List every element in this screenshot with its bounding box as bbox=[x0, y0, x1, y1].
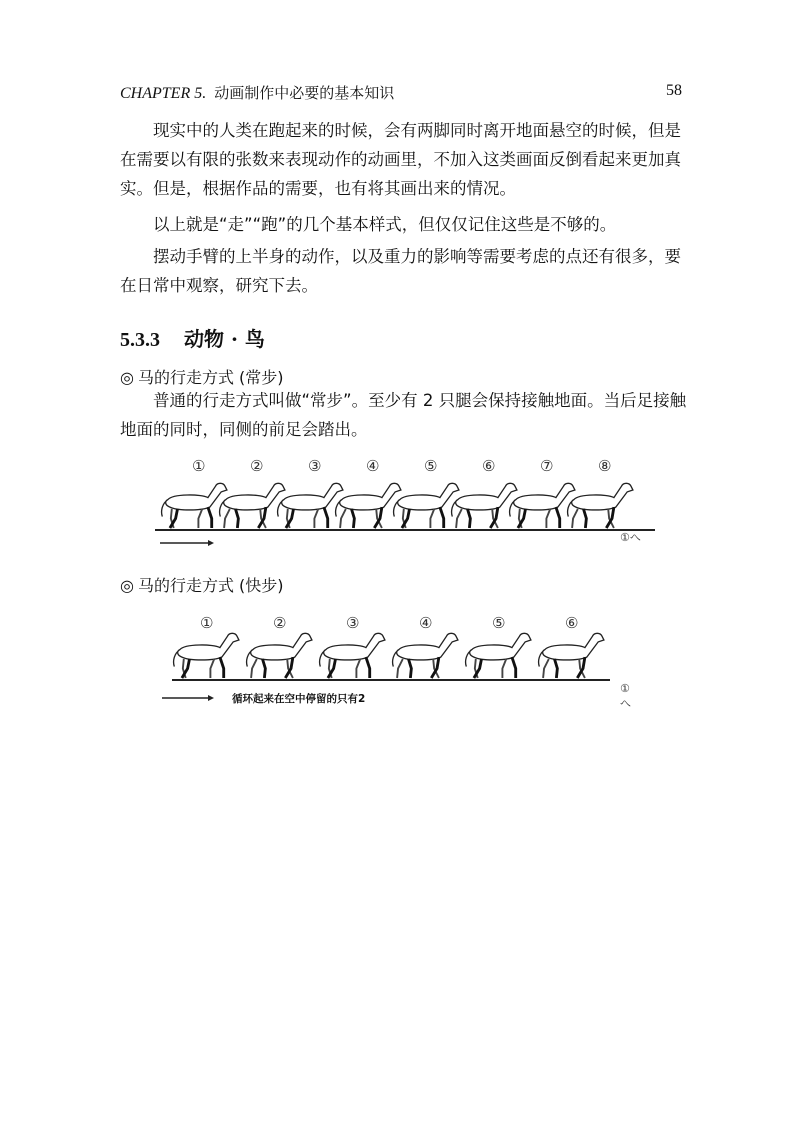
paragraph-observe: 摆动手臂的上半身的动作，以及重力的影响等需要考虑的点还有很多，要在日常中观察，研究下去。 bbox=[120, 247, 681, 295]
frame-number-label: ⑥ bbox=[482, 457, 496, 475]
walk-sequence-drawing bbox=[150, 455, 660, 555]
horse-figure bbox=[220, 483, 285, 528]
horse-figure bbox=[510, 483, 575, 528]
chapter-title: 动画制作中必要的基本知识 bbox=[214, 84, 395, 102]
frame-number-label: ② bbox=[250, 457, 264, 475]
frame-number-label: ④ bbox=[366, 457, 380, 475]
walk-loop-label: ①へ bbox=[620, 531, 641, 544]
frame-number-label: ② bbox=[273, 614, 287, 632]
horse-figure bbox=[394, 483, 459, 528]
frame-number-label: ⑤ bbox=[492, 614, 506, 632]
frame-number-label: ⑤ bbox=[424, 457, 438, 475]
walk-sequence-figure bbox=[150, 455, 660, 555]
double-circle-bullet-icon: ◎ bbox=[120, 368, 134, 387]
frame-number-label: ④ bbox=[419, 614, 433, 632]
direction-arrow-icon bbox=[160, 540, 214, 546]
double-circle-bullet-icon: ◎ bbox=[120, 576, 134, 595]
frame-number-label: ① bbox=[200, 614, 214, 632]
chapter-number: CHAPTER 5. bbox=[120, 85, 207, 102]
walk-heading bbox=[120, 365, 284, 388]
section-heading bbox=[120, 323, 265, 352]
running-header bbox=[120, 82, 682, 106]
paragraph-summary: 以上就是“走”“跑”的几个基本样式，但仅仅记住这些是不够的。 bbox=[153, 215, 617, 234]
horse-figure bbox=[174, 633, 239, 678]
horse-figure bbox=[278, 483, 343, 528]
trot-heading bbox=[120, 573, 284, 596]
walk-description: 普通的行走方式叫做“常步”。至少有 2 只腿会保持接触地面。当后足接触地面的同时，同侧的前足会踏出。 bbox=[120, 391, 687, 439]
trot-caption: 循环起来在空中停留的只有2 bbox=[232, 693, 366, 705]
chapter-label bbox=[120, 82, 394, 103]
page-number: 58 bbox=[666, 82, 682, 99]
section-number: 5.3.3 bbox=[120, 329, 160, 351]
horse-figure bbox=[466, 633, 531, 678]
horse-figure bbox=[247, 633, 312, 678]
frame-number-label: ⑧ bbox=[598, 457, 612, 475]
horse-figure bbox=[568, 483, 633, 528]
horse-figure bbox=[320, 633, 385, 678]
trot-heading-text: 马的行走方式 (快步) bbox=[137, 576, 284, 595]
trot-sequence-figure bbox=[150, 612, 630, 712]
horse-figure bbox=[393, 633, 458, 678]
horse-figure bbox=[539, 633, 604, 678]
walk-heading-text: 马的行走方式 (常步) bbox=[137, 368, 284, 387]
horse-figure bbox=[452, 483, 517, 528]
horse-figure bbox=[162, 483, 227, 528]
frame-number-label: ⑥ bbox=[565, 614, 579, 632]
direction-arrow-icon bbox=[162, 695, 214, 701]
section-title: 动物 · 鸟 bbox=[184, 327, 265, 351]
frame-number-label: ③ bbox=[346, 614, 360, 632]
frame-number-label: ③ bbox=[308, 457, 322, 475]
paragraph-running: 现实中的人类在跑起来的时候，会有两脚同时离开地面悬空的时候，但是在需要以有限的张数来表现动作的动画里，不加入这类画面反倒看起来更加真实。但是，根据作品的需要，也有将其画出来的情况。 bbox=[120, 121, 681, 198]
trot-sequence-drawing bbox=[150, 612, 630, 712]
frame-number-label: ① bbox=[192, 457, 206, 475]
trot-loop-label: ①へ bbox=[620, 682, 631, 710]
frame-number-label: ⑦ bbox=[540, 457, 554, 475]
horse-figure bbox=[336, 483, 401, 528]
